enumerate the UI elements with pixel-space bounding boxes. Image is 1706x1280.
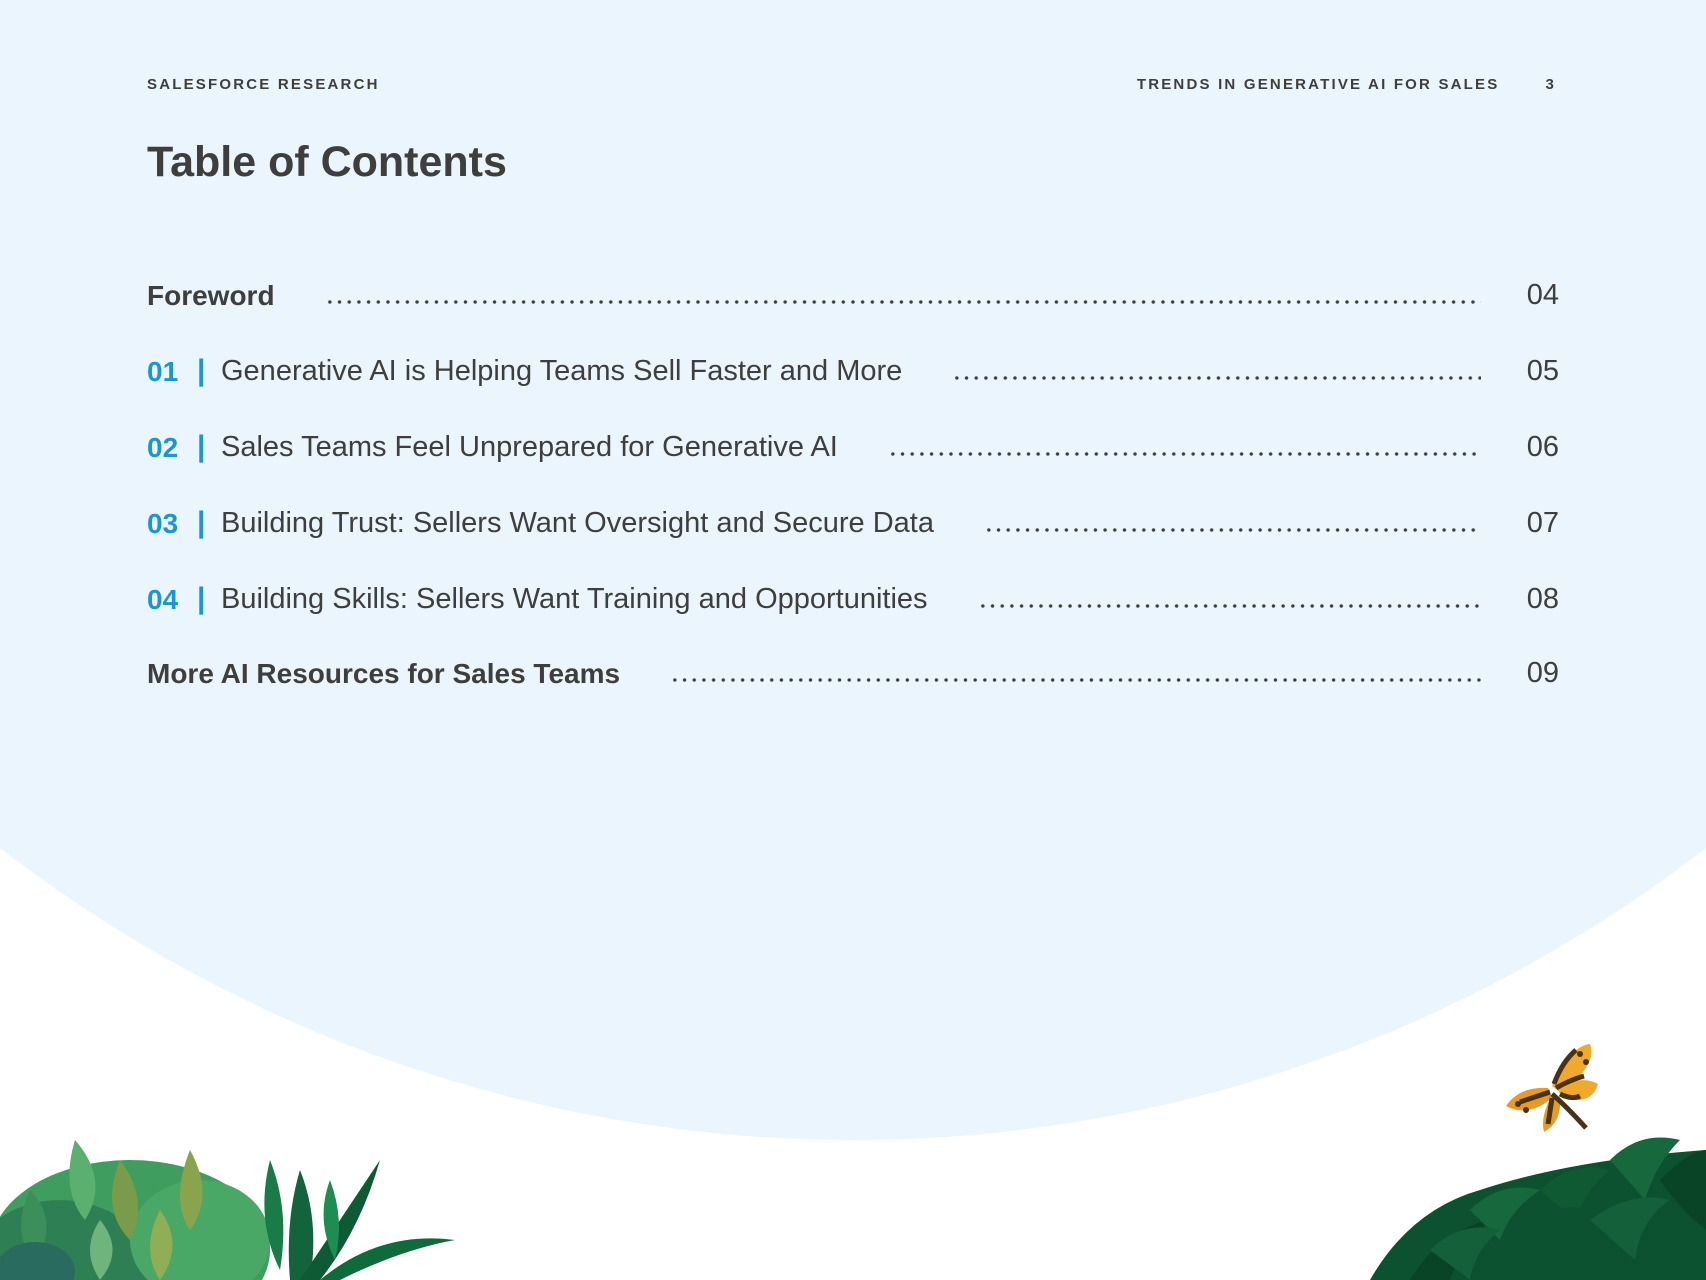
toc-item-title: More AI Resources for Sales Teams: [147, 658, 621, 689]
page-title: Table of Contents: [147, 138, 507, 186]
toc-separator: |: [197, 430, 206, 463]
toc-item-03[interactable]: [147, 496, 1559, 540]
toc-leader-dots: [984, 526, 1481, 534]
toc-item-title: Generative AI is Helping Teams Sell Faster and More: [221, 355, 903, 387]
toc-item-title: Building Skills: Sellers Want Training and Opportunities: [221, 583, 928, 615]
toc-item-page: 07: [1526, 507, 1559, 539]
toc-item-page: 05: [1526, 355, 1559, 387]
foliage-right-illustration: [1370, 1120, 1706, 1280]
toc-item-foreword[interactable]: [147, 268, 1559, 312]
toc-item-resources[interactable]: [147, 646, 1559, 690]
toc-item-number: 01: [147, 356, 179, 387]
toc-item-title: Building Trust: Sellers Want Oversight and Secure Data: [221, 507, 934, 539]
toc-item-04[interactable]: [147, 572, 1559, 616]
toc-item-02[interactable]: [147, 420, 1559, 464]
toc-item-number: 04: [147, 584, 179, 615]
header-report-title: TRENDS IN GENERATIVE AI FOR SALES: [1136, 76, 1500, 93]
toc-leader-dots: [888, 450, 1481, 458]
toc-leader-dots: [325, 298, 1481, 306]
toc-separator: |: [197, 582, 206, 615]
toc-item-page: 09: [1526, 657, 1559, 689]
toc-item-number: 03: [147, 508, 179, 539]
toc-separator: |: [197, 506, 206, 539]
butterfly-illustration: [1500, 1036, 1604, 1132]
header-brand: SALESFORCE RESEARCH: [147, 76, 380, 93]
toc-item-title: Foreword: [147, 280, 275, 311]
toc-separator: |: [197, 354, 206, 387]
toc-leader-dots: [670, 676, 1481, 684]
toc-leader-dots: [978, 602, 1481, 610]
toc-item-01[interactable]: [147, 344, 1559, 388]
toc-item-number: 02: [147, 432, 179, 463]
toc-item-title: Sales Teams Feel Unprepared for Generative AI: [221, 431, 838, 463]
toc-item-page: 08: [1526, 583, 1559, 615]
header-page-number: 3: [1545, 76, 1556, 93]
toc-item-page: 06: [1526, 431, 1559, 463]
header-right: [1137, 76, 1556, 93]
foliage-left-illustration: [0, 1100, 470, 1280]
toc-item-page: 04: [1526, 279, 1559, 311]
toc-leader-dots: [952, 374, 1481, 382]
